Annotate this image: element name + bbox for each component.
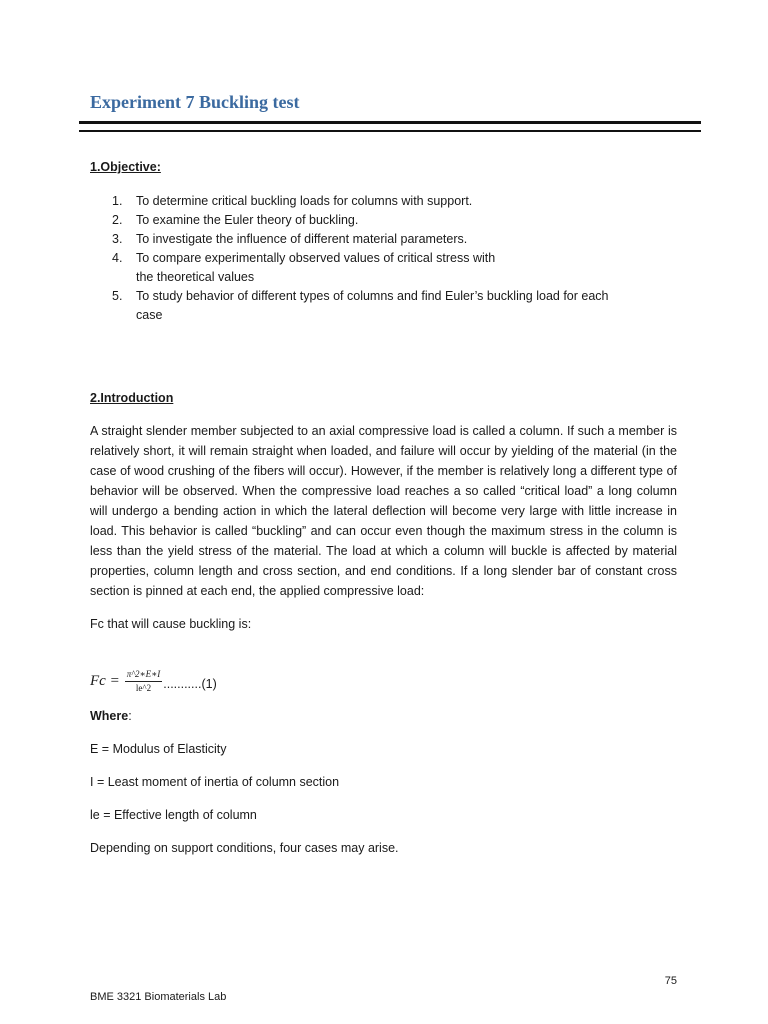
objective-item (100, 287, 626, 325)
where-colon: : (128, 709, 132, 723)
where-label (90, 708, 132, 725)
objective-heading: 1.Objective: (90, 160, 161, 174)
objective-item (100, 211, 620, 230)
definition-i: I = Least moment of inertia of column section (90, 775, 340, 789)
title-rule-thin (79, 130, 701, 132)
formula-denominator: le^2 (135, 683, 152, 693)
fc-intro-line: Fc that will cause buckling is: (90, 617, 252, 631)
page-number: 75 (664, 975, 677, 987)
objective-item (100, 249, 502, 287)
where-label-text: Where (90, 709, 129, 723)
formula-numerator: π^2∗E∗I (125, 669, 163, 682)
footer-course: BME 3321 Biomaterials Lab (90, 991, 227, 1003)
objective-item-text: To examine the Euler theory of buckling. (136, 213, 359, 227)
document-title: Experiment 7 Buckling test (90, 92, 300, 112)
objective-item-text: To determine critical buckling loads for columns with support. (136, 194, 473, 208)
objective-item-text: To study behavior of different types of columns and find Euler’s buckling load for each case (136, 289, 609, 322)
objective-item-number: 3. (112, 232, 123, 246)
support-conditions-line: Depending on support conditions, four cases may arise. (90, 841, 399, 855)
objective-item (100, 192, 620, 211)
objective-list (100, 192, 620, 325)
objective-item (100, 230, 620, 249)
title-rule-thick (79, 121, 701, 124)
introduction-heading: 2.Introduction (90, 391, 174, 405)
formula-equation-number: ...........(1) (163, 677, 217, 691)
objective-item-number: 1. (112, 194, 123, 208)
buckling-formula (90, 666, 217, 696)
formula-fraction (125, 669, 163, 693)
objective-item-text: To investigate the influence of different material parameters. (136, 232, 468, 246)
objective-item-number: 2. (112, 213, 123, 227)
definition-le: le = Effective length of column (90, 808, 257, 822)
objective-item-number: 5. (112, 289, 123, 303)
formula-lhs: Fc = (90, 672, 120, 689)
objective-item-number: 4. (112, 251, 123, 265)
definition-e: E = Modulus of Elasticity (90, 742, 227, 756)
introduction-paragraph: A straight slender member subjected to an axial compressive load is called a column. If such a member is relatively short, it will remain straight when loaded, and failure will occur by yielding of the material (in the case of wood crushing of the fibers will occur). However, if the member is relatively long a different type of behavior will be observed. When the compressive load reaches a so called “critical load” a long column will undergo a bending action in which the lateral deflection will become very large with little increase in load. This behavior is called “buckling” and can occur even though the maximum stress in the column is less than the yield stress of the material. The load at which a column will buckle is affected by material properties, column length and cross section, and end conditions. If a long slender bar of constant cross section is pinned at each end, the applied compressive load: (90, 424, 677, 598)
objective-item-text: To compare experimentally observed values of critical stress with the theoretical values (136, 251, 496, 284)
